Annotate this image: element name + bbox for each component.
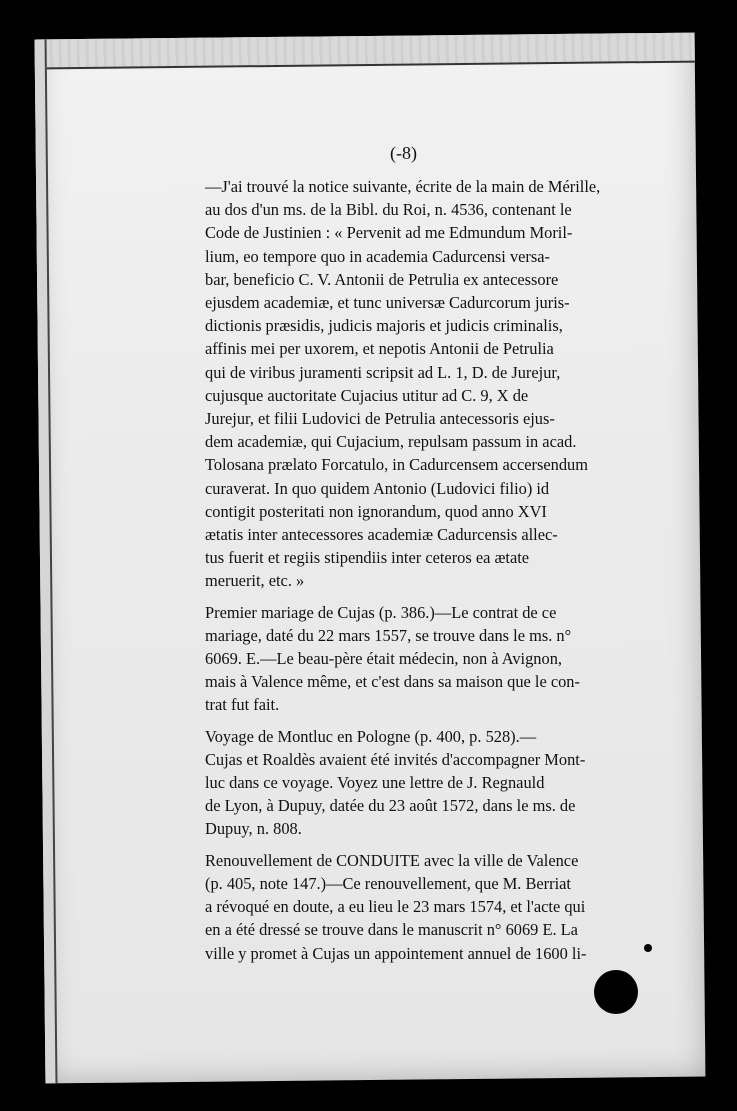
text-line: contigit posteritati non ignorandum, quod anno XVI [205,501,547,521]
text-line: Dupuy, n. 808. [205,819,302,839]
text-line: trat fut fait. [205,695,280,715]
paragraph-gap [205,593,645,601]
text-line: Premier mariage de Cujas (p. 386.)—Le contrat de ce [205,602,557,622]
text-line: —J'ai trouvé la notice suivante, écrite de la main de Mérille, [205,177,601,196]
paragraph-gap [205,717,645,725]
page-top-edge [35,33,695,70]
text-line: Tolosana prælato Forcatulo, in Cadurcensem accersendum [205,455,589,475]
ink-dot [644,944,652,952]
text-line: Code de Justinien : « Pervenit ad me Edmundum Moril- [205,223,573,243]
text-line: dictionis præsidis, judicis majoris et judicis criminalis, [205,316,563,336]
text-line: meruerit, etc. » [205,571,305,591]
text-line: Jurejur, et filii Ludovici de Petrulia antecessoris ejus- [205,409,555,429]
text-line: curaverat. In quo quidem Antonio (Ludovici filio) id [205,478,550,498]
text-line: bar, beneficio C. V. Antonii de Petrulia ex antecessore [205,269,559,289]
body-text [205,175,645,965]
text-line: affinis mei per uxorem, et nepotis Antonii de Petrulia [205,339,554,359]
text-line: ville y promet à Cujas un appointement annuel de 1600 li- [205,943,587,963]
text-line: lium, eo tempore quo in academia Cadurcensi versa- [205,246,550,266]
text-line: dem academiæ, qui Cujacium, repulsam passum in acad. [205,432,577,452]
paragraph-gap [205,841,645,849]
text-line: mariage, daté du 22 mars 1557, se trouve dans le ms. n° [205,625,572,645]
text-line: Cujas et Roaldès avaient été invités d'accompagner Mont- [205,749,586,769]
text-line: a révoqué en doute, a eu lieu le 23 mars 1574, et l'acte qui [205,897,586,917]
text-line: de Lyon, à Dupuy, datée du 23 août 1572, dans le ms. de [205,796,576,816]
text-line: Voyage de Montluc en Pologne (p. 400, p. 528).— [205,726,537,746]
text-line: au dos d'un ms. de la Bibl. du Roi, n. 4536, contenant le [205,200,572,220]
ink-blot [594,970,638,1014]
text-line: en a été dressé se trouve dans le manuscrit n° 6069 E. La [205,920,578,940]
text-line: ejusdem academiæ, et tunc universæ Cadurcorum juris- [205,293,570,313]
text-line: 6069. E.—Le beau-père était médecin, non à Avignon, [205,649,562,669]
page-number: (-8) [390,143,417,163]
text-line: (p. 405, note 147.)—Ce renouvellement, que M. Berriat [205,873,571,893]
text-line: ætatis inter antecessores academiæ Cadurcensis allec- [205,525,558,545]
text-line: luc dans ce voyage. Voyez une lettre de J. Regnauld [205,773,545,793]
text-line: tus fuerit et regiis stipendiis inter ceteros ea ætate [205,548,530,568]
text-line: qui de viribus juramenti scripsit ad L. 1, D. de Jurejur, [205,362,561,382]
page-left-edge [35,39,58,1083]
text-line: mais à Valence même, et c'est dans sa maison que le con- [205,672,580,692]
text-line: Renouvellement de CONDUITE avec la ville de Valence [205,850,579,870]
text-line: cujusque auctoritate Cujacius utitur ad C. 9, X de [205,385,529,405]
